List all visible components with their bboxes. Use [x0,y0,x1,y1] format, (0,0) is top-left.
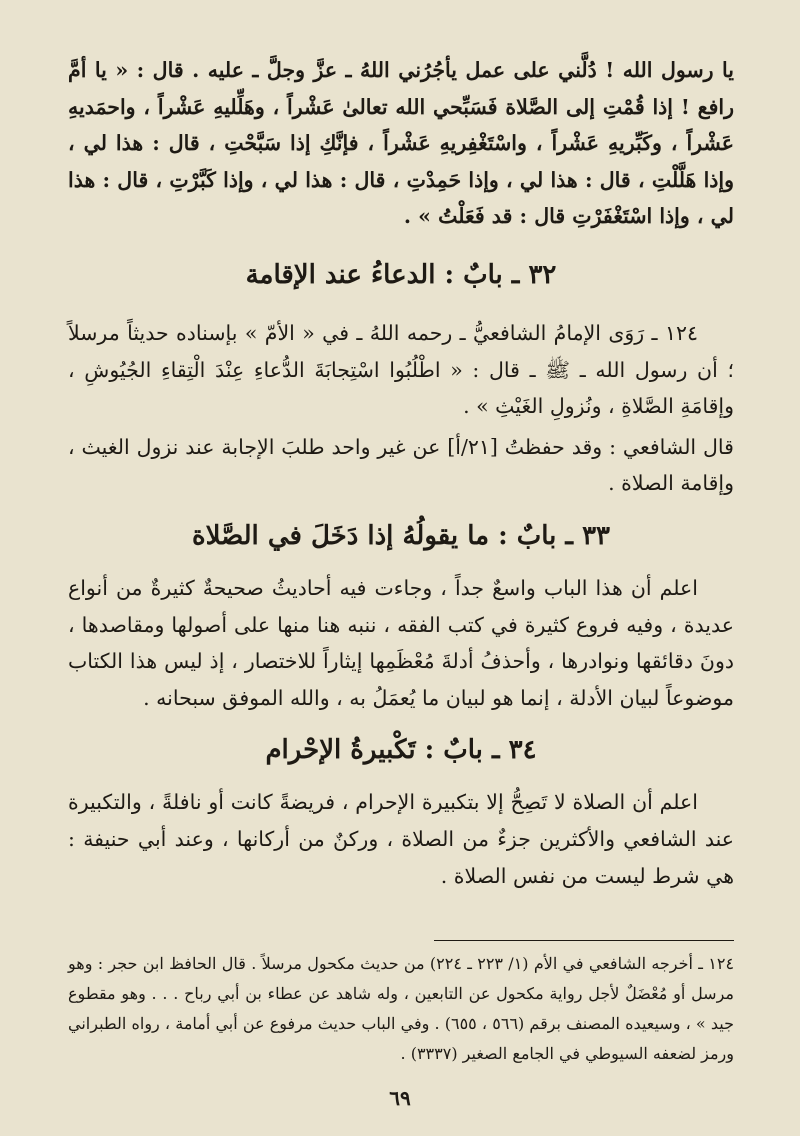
body-text-intro [68,52,734,235]
shafii-note-paragraph: قال الشافعي : وقد حفظتُ [٢١/أ] عن غير واحد طلبَ الإجابة عند نزول الغيث ، وإقامة الصلاة . [68,434,734,496]
section-34-text [68,784,734,894]
section-33-paragraph: اعلم أن هذا الباب واسعٌ جداً ، وجاءت فيه أحاديثُ صحيحةٌ كثيرةٌ من أنواع عديدة ، وفيه فروع كثيرة في كتب الفقه ، ننبه هنا منها على أصولها ومقاصدها ، دونَ دقائقها ونوادرها ، وأحذفُ أدلةَ مُعْظَمِها إيثاراً للاختصار ، إذ ليس هذا الكتاب موضوعاً لبيان الأدلة ، إنما هو لبيان ما يُعمَلُ به ، والله الموفق سبحانه . [68,575,734,710]
page-number: ٦٩ [389,1086,411,1110]
footnotes [68,940,734,1069]
section-33-text [68,570,734,716]
section-34-paragraph: اعلم أن الصلاة لا تَصِحُّ إلا بتكبيرة الإحرام ، فريضةً كانت أو نافلةً ، والتكبيرة عند الشافعي والأكثرين جزءٌ من الصلاة ، وركنٌ من أركانها ، وعند أبي حنيفة : هي شرط ليست من نفس الصلاة . [68,790,734,888]
chapter-heading-34: ٣٤ ـ بابٌ : تَكْبيرةُ الإحْرام [265,735,537,766]
hadith-124-paragraph: ١٢٤ ـ رَوَى الإمامُ الشافعيُّ ـ رحمه اللهُ ـ في « الأمّ » بإسناده حديثاً مرسلاً ؛ أن رسول الله ـ ﷺ ـ قال : « اطْلُبُوا اسْتِجابَةَ الدُّعاءِ عِنْدَ الْتِقاءِ الجُيُوشِ ، وإقامَةِ الصَّلاةِ ، ونُزولِ الغَيْثِ » . [68,320,734,419]
footnote-divider [434,940,734,941]
section-32-text [68,315,734,502]
chapter-heading-33: ٣٣ ـ بابٌ : ما يقولُهُ إذا دَخَلَ في الصَّلاة [191,520,611,551]
footnote-124: ١٢٤ ـ أخرجه الشافعي في الأم (١/ ٢٢٣ ـ ٢٢٤) من حديث مكحول مرسلاً . قال الحافظ ابن حجر : وهو مرسل أو مُعْضَلٌ لأجل رواية مكحول عن التابعين ، وله شاهد عن عطاء بن أبي رباح . . . وهو مقطوع جيد » ، وسيعيده المصنف برقم (٥٦٦ ، ٦٥٥) . وفي الباب حديث مرفوع عن أبي أمامة ، رواه الطبراني ورمز لضعفه السيوطي في الجامع الصغير (٣٣٣٧) . [68,954,735,1063]
intro-paragraph: يا رسول الله ! دُلَّني على عمل يأجُرُني اللهُ ـ عزَّ وجلَّ ـ عليه . قال : « يا أمَّ رافع ! إذا قُمْتِ إلى الصَّلاة فَسَبِّحي الله تعالىٰ عَشْراً ، وهَلِّليهِ عَشْراً ، واحمَديهِ عَشْراً ، وكَبِّريهِ عَشْراً ، واسْتَغْفِريهِ عَشْراً ، فإنَّكِ إذا سَبَّحْتِ ، قال : هذا لي ، وإذا هَلَّلْتِ ، قال : هذا لي ، وإذا حَمِدْتِ ، قال : هذا لي ، وإذا كَبَّرْتِ ، قال : هذا لي ، وإذا اسْتَغْفَرْتِ قال : قد فَعَلْتُ » . [68,58,734,229]
chapter-heading-32: ٣٢ ـ بابٌ : الدعاءُ عند الإقامة [245,259,557,290]
